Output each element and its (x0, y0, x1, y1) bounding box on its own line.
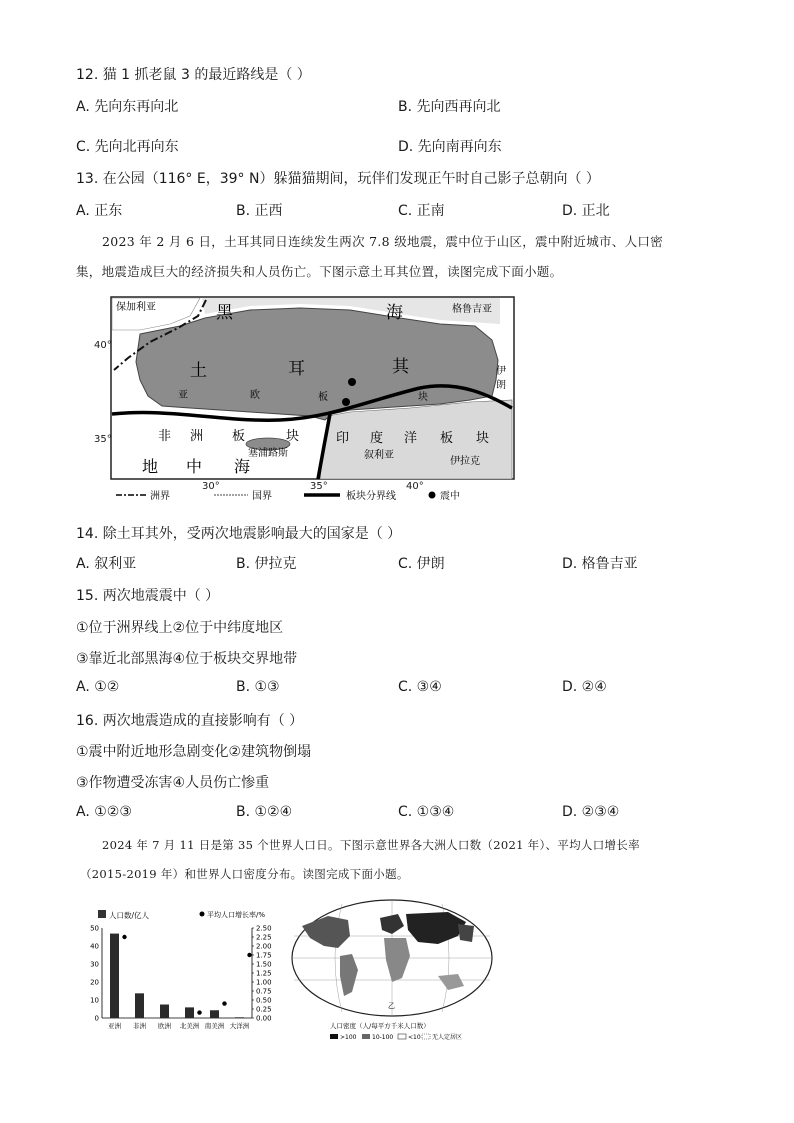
q13-stem: 13. 在公园（116° E，39° N）躲猫猫期间，玩伴们发现正午时自己影子总朝向（ ） (76, 171, 600, 187)
world-density-map (288, 896, 500, 1046)
label-black2: 海 (386, 303, 403, 323)
lat-35-label: 35° (94, 434, 112, 445)
population-bar (110, 934, 119, 1018)
density-legend-title: 人口密度（人/每平方千米人口数） (330, 1022, 430, 1030)
q16-stem: 16. 两次地震造成的直接影响有（ ） (76, 713, 304, 729)
population-bar (185, 1007, 194, 1018)
right-tick-label: 1.00 (256, 978, 272, 987)
label-ban: 板 (318, 392, 328, 403)
q15-option-b: B. ①③ (236, 679, 280, 695)
growth-dot (222, 1001, 226, 1005)
label-bulgaria: 保加利亚 (116, 302, 156, 313)
legend-epicenter: 震中 (440, 491, 460, 502)
legend-population: 人口数/亿人 (109, 911, 150, 920)
right-tick-label: 1.50 (256, 960, 272, 969)
q16-option-b: B. ①②④ (236, 804, 293, 820)
growth-dot (247, 953, 251, 957)
right-tick-label: 2.25 (256, 933, 272, 942)
q15-stem: 15. 两次地震震中（ ） (76, 588, 220, 604)
q15-line2: ③靠近北部黑海④位于板块交界地带 (76, 651, 298, 667)
label-med: 地 (142, 457, 159, 476)
right-tick-label: 0.25 (256, 1005, 272, 1014)
q16-option-c: C. ①③④ (398, 804, 455, 820)
category-label: 大洋洲 (229, 1022, 250, 1030)
epicenter-dot (342, 398, 350, 406)
q13-option-d: D. 正北 (562, 203, 610, 219)
q13-option-b: B. 正西 (236, 203, 283, 219)
right-tick-label: 0.75 (256, 987, 272, 996)
left-tick-label: 20 (90, 978, 99, 987)
population-bar (235, 1017, 244, 1018)
label-africa-plate: 板 (232, 429, 246, 444)
label-med: 海 (234, 457, 251, 476)
q12-option-c: C. 先向北再向东 (76, 139, 179, 155)
lon-35-label: 35° (310, 481, 328, 492)
lon-40-label: 40° (406, 481, 424, 492)
right-tick-label: 1.25 (256, 969, 272, 978)
legend-growth: 平均人口增长率/% (207, 911, 266, 919)
label-qi: 其 (392, 357, 409, 377)
q14-option-b: B. 伊拉克 (236, 556, 297, 572)
right-tick-label: 1.75 (256, 951, 272, 960)
q16-line2: ③作物遭受冻害④人员伤亡惨重 (76, 775, 270, 791)
label-yi: 乙 (388, 1002, 395, 1010)
q14-option-a: A. 叙利亚 (76, 556, 137, 572)
q16-line1: ①震中附近地形急剧变化②建筑物倒塌 (76, 744, 312, 760)
category-label: 欧洲 (158, 1022, 171, 1030)
density-legend-3: <10 (408, 1034, 421, 1041)
category-label: 南美洲 (204, 1022, 225, 1030)
q14-stem: 14. 除土耳其外，受两次地震影响最大的国家是（ ） (76, 526, 402, 542)
population-bar (135, 993, 144, 1018)
right-tick-label: 2.50 (256, 924, 272, 933)
label-iran1: 伊 (496, 366, 506, 377)
q12-option-d: D. 先向南再向东 (398, 139, 502, 155)
q15-option-d: D. ②④ (562, 679, 607, 695)
label-africa-plate: 洲 (190, 429, 204, 444)
turkey-map (110, 296, 515, 506)
label-black1: 黑 (216, 303, 233, 323)
label-india-plate: 度 (370, 431, 384, 446)
label-ya: 亚 (178, 390, 188, 401)
q12-option-b: B. 先向西再向北 (398, 99, 501, 115)
label-med: 中 (186, 457, 203, 476)
right-tick-label: 0.00 (256, 1014, 272, 1023)
density-legend-1: >100 (340, 1034, 357, 1041)
growth-dot (122, 935, 126, 939)
passage1-line2: 集，地震造成巨大的经济损失和人员伤亡。下图示意土耳其位置，读图完成下面小题。 (76, 264, 563, 279)
q14-option-c: C. 伊朗 (398, 556, 445, 572)
epicenter-dot (348, 378, 356, 386)
category-label: 亚洲 (108, 1022, 121, 1030)
population-bar (210, 1010, 219, 1018)
population-bar (160, 1005, 169, 1019)
q16-option-d: D. ②③④ (562, 804, 620, 820)
label-cyprus: 塞浦路斯 (248, 448, 288, 459)
passage1-line1: 2023 年 2 月 6 日，土耳其同日连续发生两次 7.8 级地震，震中位于山区，震中附近城市、人口密 (102, 234, 664, 249)
q15-line1: ①位于洲界线上②位于中纬度地区 (76, 620, 284, 636)
label-india-plate: 印 (336, 431, 350, 446)
left-tick-label: 30 (90, 960, 99, 969)
growth-dot (197, 1010, 201, 1014)
legend-border: 国界 (252, 491, 272, 502)
left-tick-label: 0 (94, 1014, 99, 1023)
label-iran2: 朗 (496, 380, 506, 391)
label-africa-plate: 块 (286, 429, 300, 444)
left-tick-label: 10 (90, 996, 99, 1005)
density-legend-2: 10-100 (372, 1034, 394, 1041)
label-iraq: 伊拉克 (450, 456, 480, 467)
q14-option-d: D. 格鲁吉亚 (562, 556, 638, 572)
q15-option-a: A. ①② (76, 679, 120, 695)
lat-40-label: 40° (94, 340, 112, 351)
left-tick-label: 40 (90, 942, 99, 951)
q15-option-c: C. ③④ (398, 679, 442, 695)
category-label: 北美洲 (179, 1022, 200, 1030)
q13-option-a: A. 正东 (76, 203, 123, 219)
passage2-line2: （2015-2019 年）和世界人口密度分布。读图完成下面小题。 (80, 867, 409, 881)
category-label: 非洲 (133, 1022, 146, 1030)
q13-option-c: C. 正南 (398, 203, 445, 219)
label-kuai: 块 (418, 392, 428, 403)
label-india-plate: 块 (476, 431, 490, 446)
label-india-plate: 洋 (404, 431, 418, 446)
passage2-line1: 2024 年 7 月 11 日是第 35 个世界人口日。下图示意世界各大洲人口数（2021 年）、平均人口增长率 (102, 838, 640, 852)
label-tu: 土 (190, 361, 207, 381)
label-india-plate: 板 (440, 431, 454, 446)
q12-stem: 12. 猫 1 抓老鼠 3 的最近路线是（ ） (76, 67, 311, 83)
label-ou: 欧 (250, 390, 260, 401)
population-chart (84, 906, 280, 1036)
label-syria: 叙利亚 (364, 450, 394, 461)
legend-continent: 洲界 (150, 491, 170, 502)
q12-option-a: A. 先向东再向北 (76, 99, 179, 115)
label-georgia: 格鲁吉亚 (452, 304, 492, 315)
right-tick-label: 2.00 (256, 942, 272, 951)
right-tick-label: 0.50 (256, 996, 272, 1005)
label-africa-plate: 非 (158, 429, 172, 444)
label-er: 耳 (288, 359, 305, 379)
left-tick-label: 50 (90, 924, 99, 933)
legend-plate: 板块分界线 (346, 491, 396, 502)
lon-30-label: 30° (202, 481, 220, 492)
density-legend-4: 无人定居区 (432, 1034, 463, 1041)
q16-option-a: A. ①②③ (76, 804, 132, 820)
